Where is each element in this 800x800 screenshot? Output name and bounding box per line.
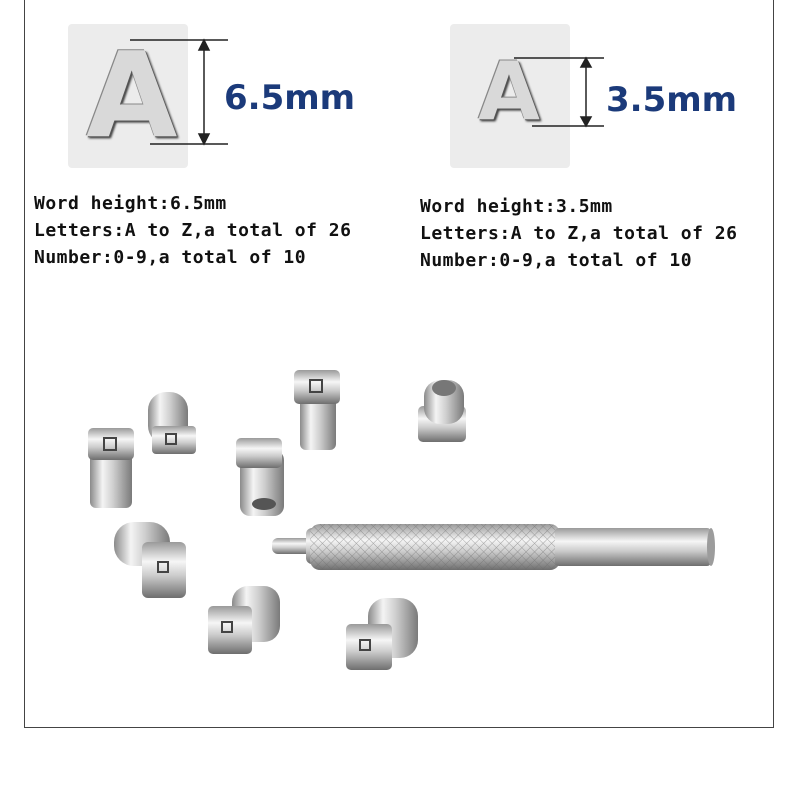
small-spec-numbers: Number:0-9,a total of 10 [420, 250, 693, 271]
large-spec-height: Word height:6.5mm [34, 193, 227, 214]
small-spec-height: Word height:3.5mm [420, 196, 613, 217]
letter-punch [346, 598, 418, 670]
large-dimension-marker [130, 40, 228, 144]
letter-punch [236, 438, 284, 516]
small-letter-sample: A [478, 45, 540, 138]
large-size-label: 6.5mm [224, 78, 356, 118]
letter-punch [114, 522, 186, 598]
stamp-handle-illustration [272, 524, 715, 570]
large-letter-sample: A [86, 26, 178, 164]
small-size-label: 3.5mm [606, 80, 738, 120]
letter-punch [418, 380, 466, 442]
letter-punch [208, 586, 280, 654]
letter-punch [148, 392, 196, 454]
small-spec-letters: Letters:A to Z,a total of 26 [420, 223, 738, 244]
small-dimension-marker [514, 58, 604, 126]
letter-punch [294, 370, 340, 450]
large-spec-letters: Letters:A to Z,a total of 26 [34, 220, 352, 241]
large-spec-numbers: Number:0-9,a total of 10 [34, 247, 307, 268]
letter-punch [88, 428, 134, 508]
